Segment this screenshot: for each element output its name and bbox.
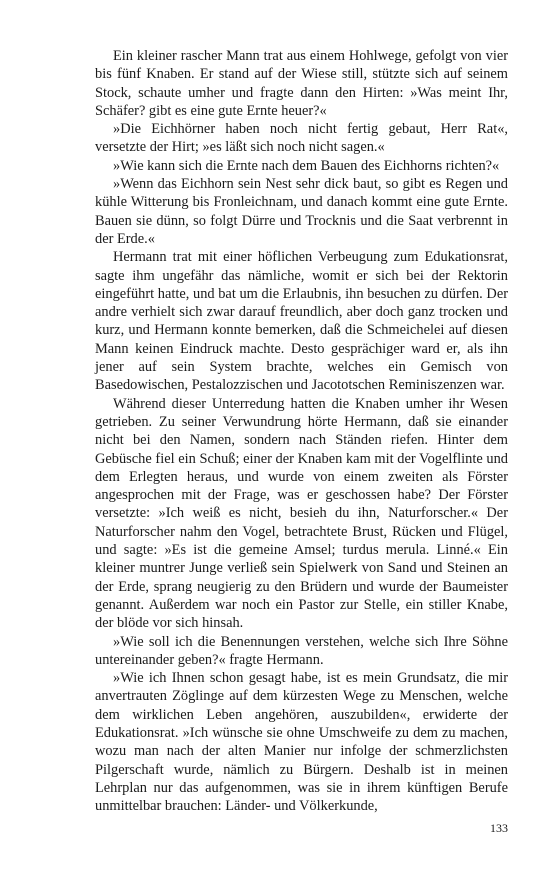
paragraph-2: »Die Eichhörner haben noch nicht fertig gebaut, Herr Rat«, versetzte der Hirt; »es läßt sich noch nicht sagen.« (95, 121, 508, 156)
paragraph-1: Ein kleiner rascher Mann trat aus einem Hohlwege, gefolgt von vier bis fünf Knaben. Er stand auf der Wiese still, stützte sich auf seinem Stock, schaute umher und fragte dann den Hirten: »Was meint Ihr, Schäfer? gibt es eine gute Ernte heuer?« (95, 48, 508, 119)
paragraph-5: Hermann trat mit einer höflichen Verbeugung zum Edukationsrat, sagte ihm ungefähr das nämliche, womit er sich bei der Rektorin eingeführt hatte, und bat um die Erlaubnis, ihn besuchen zu dürfen. Der andre verhielt sich zwar darauf freundlich, aber doch ganz trocken und kurz, und Hermann konnte bemerken, daß die Schmeichelei auf diesen Mann keinen Eindruck machte. Desto gesprächiger ward er, als ihn jener auf sein System brachte, welches ein Gemisch von Basedowischen, Pestalozzischen und Jacototschen Reminiszenzen war. (95, 249, 508, 394)
paragraph-4: »Wenn das Eichhorn sein Nest sehr dick baut, so gibt es Regen und kühle Witterung bis Fronleichnam, und danach kommt eine gute Ernte. Bauen sie dünn, so folgt Dürre und Trocknis und die Saat verbrennt in der Erde.« (95, 176, 508, 247)
paragraph-8: »Wie ich Ihnen schon gesagt habe, ist es mein Grundsatz, die mir anvertrauten Zöglinge auf dem kürzesten Wege zu Menschen, welche dem wirklichen Leben angehören, auszubilden«, erwiderte der Edukationsrat. »Ich wünsche sie ohne Umschweife zu dem zu machen, wozu man nach der alten Manier nur infolge der schmerzlichsten Pilgerschaft wurde, nämlich zu Bürgern. Deshalb ist in meinen Lehrplan nur das aufgenommen, was sie in ihrem künftigen Berufe unmittelbar brauchen: Länder- und Völkerkunde, (95, 670, 508, 815)
body-text (95, 47, 508, 815)
paragraph-7: »Wie soll ich die Benennungen verstehen, welche sich Ihre Söhne untereinander geben?« fragte Hermann. (95, 633, 508, 668)
paragraph-6: Während dieser Unterredung hatten die Knaben umher ihr Wesen getrieben. Zu seiner Verwundrung hörte Hermann, daß sie einander nicht bei den Namen, sondern nach Ständen riefen. Hinter dem Gebüsche fiel ein Schuß; einer der Knaben kam mit der Vogelflinte und dem Erlegten heraus, und wurde von einem zweiten als Förster angesprochen mit der Frage, was er geschossen habe? Der Förster versetzte: »Ich weiß es nicht, besieh du ihn, Naturforscher.« Der Naturforscher nahm den Vogel, betrachtete Brust, Rücken und Flügel, und sagte: »Es ist die gemeine Amsel; turdus merula. Linné.« Ein kleiner muntrer Junge verließ sein Spielwerk von Sand und Steinen an der Erde, sprang neugierig zu den Brüdern und wurde der Baumeister genannt. Außerdem war noch ein Pastor zur Stelle, ein stiller Knabe, der blöde vor sich hinsah. (95, 395, 508, 632)
page-number: 133 (490, 821, 508, 835)
paragraph-3: »Wie kann sich die Ernte nach dem Bauen des Eichhorns richten?« (113, 157, 500, 174)
